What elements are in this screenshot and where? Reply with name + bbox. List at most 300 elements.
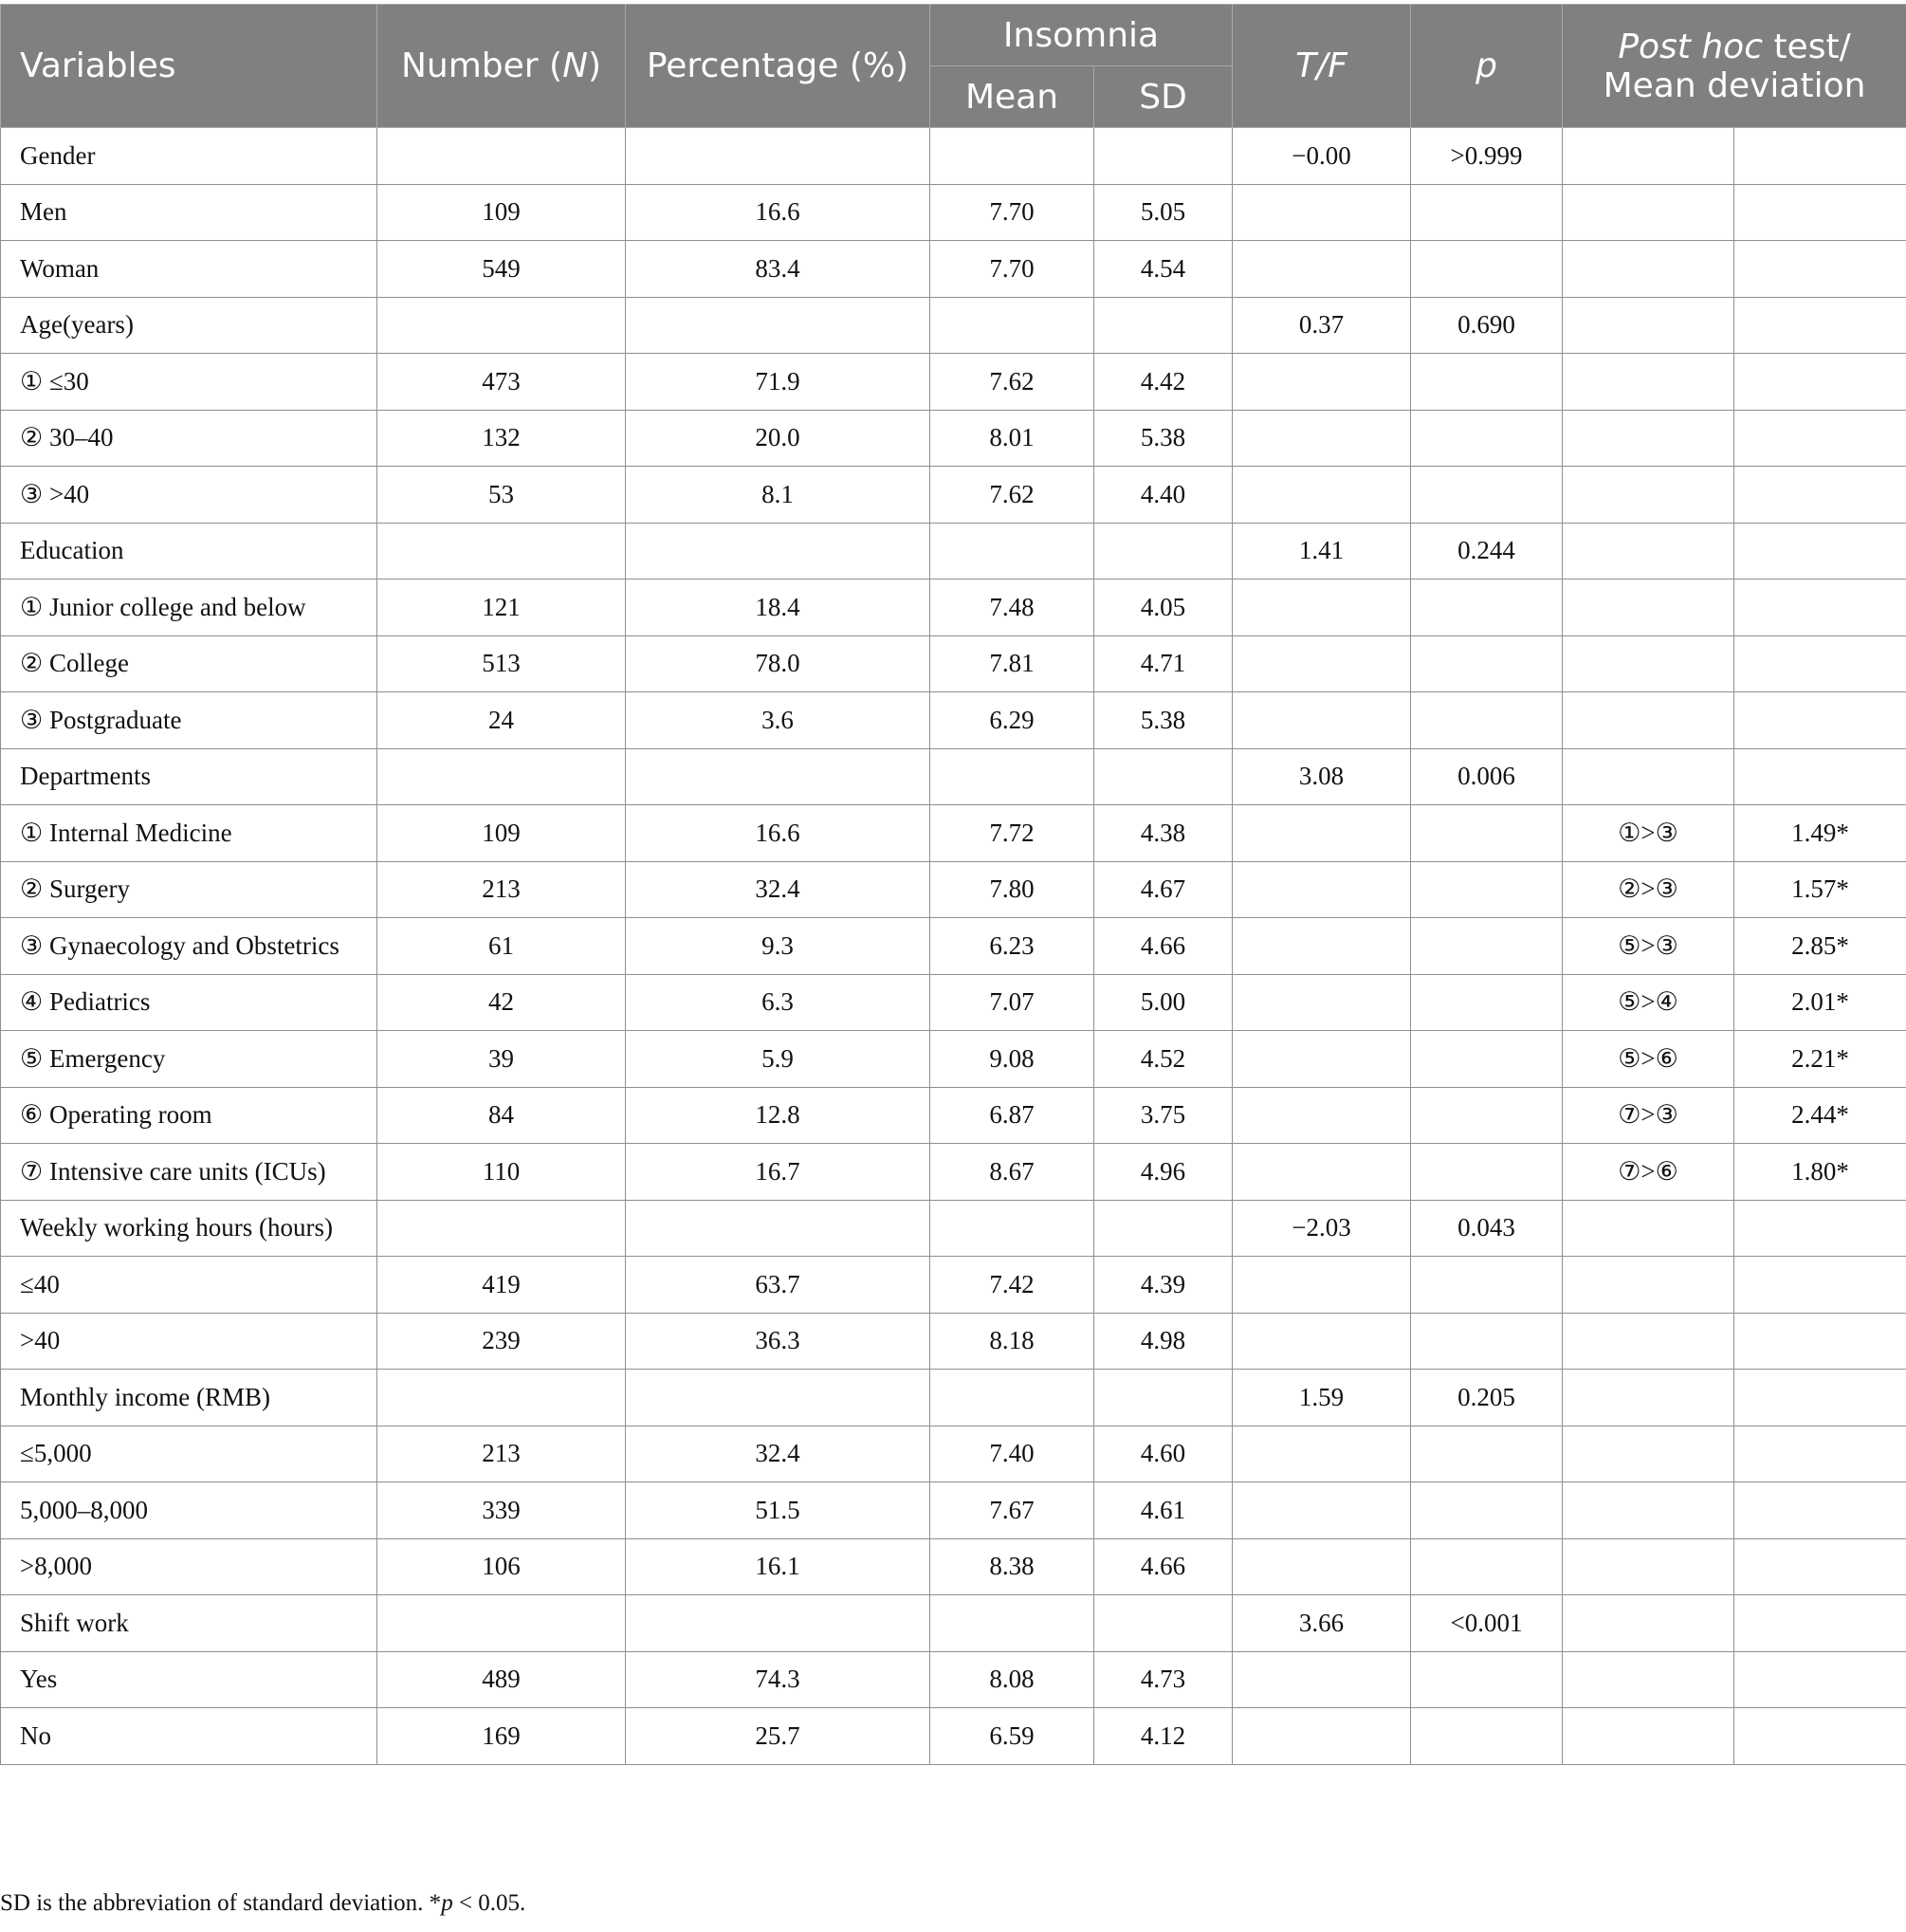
mean-deviation-cell — [1734, 1708, 1906, 1765]
tf-cell: 0.37 — [1233, 297, 1411, 354]
mean-deviation-cell — [1734, 354, 1906, 411]
table-row — [1, 523, 1906, 580]
p-cell: 0.205 — [1411, 1370, 1563, 1426]
posthoc-cell — [1563, 635, 1734, 692]
number-cell: 473 — [377, 354, 626, 411]
number-cell: 109 — [377, 805, 626, 862]
number-cell — [377, 1595, 626, 1652]
variable-cell: >8,000 — [1, 1538, 377, 1595]
variable-cell: 5,000–8,000 — [1, 1482, 377, 1539]
posthoc-cell — [1563, 1257, 1734, 1314]
mean-deviation-cell — [1734, 410, 1906, 467]
number-cell — [377, 1200, 626, 1257]
mean-deviation-cell — [1734, 1595, 1906, 1652]
mean-deviation-cell: 2.44* — [1734, 1087, 1906, 1144]
mean-cell: 6.29 — [930, 692, 1094, 749]
posthoc-cell — [1563, 692, 1734, 749]
p-cell — [1411, 1313, 1563, 1370]
mean-deviation-cell — [1734, 748, 1906, 805]
tf-cell — [1233, 805, 1411, 862]
percentage-cell — [626, 297, 930, 354]
table-row — [1, 861, 1906, 918]
percentage-cell: 83.4 — [626, 241, 930, 298]
posthoc-cell — [1563, 467, 1734, 524]
mean-cell — [930, 1370, 1094, 1426]
mean-cell: 8.38 — [930, 1538, 1094, 1595]
table-row — [1, 974, 1906, 1031]
footnote: SD is the abbreviation of standard deviation. *p < 0.05. — [0, 1890, 526, 1916]
p-cell — [1411, 410, 1563, 467]
posthoc-cell: ①>③ — [1563, 805, 1734, 862]
p-cell — [1411, 241, 1563, 298]
mean-cell: 7.67 — [930, 1482, 1094, 1539]
posthoc-cell — [1563, 1313, 1734, 1370]
mean-cell — [930, 1200, 1094, 1257]
mean-deviation-cell: 2.01* — [1734, 974, 1906, 1031]
sd-cell: 5.00 — [1094, 974, 1233, 1031]
mean-deviation-cell: 1.57* — [1734, 861, 1906, 918]
header-percentage: Percentage (%) — [626, 5, 930, 128]
posthoc-cell — [1563, 1651, 1734, 1708]
mean-cell: 8.18 — [930, 1313, 1094, 1370]
table-row — [1, 692, 1906, 749]
mean-cell: 7.72 — [930, 805, 1094, 862]
mean-deviation-cell — [1734, 692, 1906, 749]
sd-cell: 4.96 — [1094, 1144, 1233, 1201]
table-row — [1, 1426, 1906, 1482]
sd-cell: 5.05 — [1094, 184, 1233, 241]
percentage-cell: 78.0 — [626, 635, 930, 692]
posthoc-cell — [1563, 748, 1734, 805]
variable-cell: Age(years) — [1, 297, 377, 354]
p-cell — [1411, 467, 1563, 524]
number-cell: 53 — [377, 467, 626, 524]
table-row — [1, 1595, 1906, 1652]
mean-cell: 6.23 — [930, 918, 1094, 975]
mean-deviation-cell — [1734, 1651, 1906, 1708]
number-cell: 132 — [377, 410, 626, 467]
percentage-cell: 18.4 — [626, 580, 930, 636]
p-cell — [1411, 1482, 1563, 1539]
number-cell: 39 — [377, 1031, 626, 1088]
sd-cell — [1094, 128, 1233, 185]
mean-cell: 7.40 — [930, 1426, 1094, 1482]
variable-cell: Weekly working hours (hours) — [1, 1200, 377, 1257]
header-insomnia: Insomnia — [930, 5, 1233, 66]
number-cell: 61 — [377, 918, 626, 975]
number-cell — [377, 523, 626, 580]
table-row — [1, 1708, 1906, 1765]
mean-deviation-cell — [1734, 184, 1906, 241]
variable-cell: Woman — [1, 241, 377, 298]
sd-cell: 4.66 — [1094, 1538, 1233, 1595]
percentage-cell: 32.4 — [626, 861, 930, 918]
table-row — [1, 1200, 1906, 1257]
header-tf: T/F — [1233, 5, 1411, 128]
mean-deviation-cell: 1.80* — [1734, 1144, 1906, 1201]
variable-cell: ① Junior college and below — [1, 580, 377, 636]
percentage-cell: 16.1 — [626, 1538, 930, 1595]
posthoc-cell — [1563, 184, 1734, 241]
posthoc-cell: ⑤>③ — [1563, 918, 1734, 975]
number-cell: 106 — [377, 1538, 626, 1595]
mean-deviation-cell — [1734, 241, 1906, 298]
variable-cell: No — [1, 1708, 377, 1765]
variable-cell: ③ Postgraduate — [1, 692, 377, 749]
posthoc-cell — [1563, 410, 1734, 467]
tf-cell — [1233, 1538, 1411, 1595]
p-cell: >0.999 — [1411, 128, 1563, 185]
number-cell: 84 — [377, 1087, 626, 1144]
sd-cell: 4.54 — [1094, 241, 1233, 298]
table-row — [1, 1031, 1906, 1088]
percentage-cell: 71.9 — [626, 354, 930, 411]
tf-cell — [1233, 241, 1411, 298]
mean-cell: 6.87 — [930, 1087, 1094, 1144]
mean-cell — [930, 1595, 1094, 1652]
mean-deviation-cell — [1734, 1313, 1906, 1370]
table-row — [1, 1482, 1906, 1539]
posthoc-cell — [1563, 128, 1734, 185]
posthoc-cell: ⑤>⑥ — [1563, 1031, 1734, 1088]
percentage-cell — [626, 128, 930, 185]
tf-cell — [1233, 1313, 1411, 1370]
mean-deviation-cell — [1734, 635, 1906, 692]
table-row — [1, 918, 1906, 975]
tf-cell — [1233, 1087, 1411, 1144]
mean-cell: 6.59 — [930, 1708, 1094, 1765]
tf-cell — [1233, 1482, 1411, 1539]
tf-cell — [1233, 861, 1411, 918]
sd-cell: 4.60 — [1094, 1426, 1233, 1482]
number-cell: 213 — [377, 861, 626, 918]
p-cell — [1411, 1257, 1563, 1314]
table-row — [1, 241, 1906, 298]
tf-cell — [1233, 1708, 1411, 1765]
tf-cell: 3.08 — [1233, 748, 1411, 805]
variable-cell: Yes — [1, 1651, 377, 1708]
sd-cell: 4.71 — [1094, 635, 1233, 692]
mean-cell: 7.07 — [930, 974, 1094, 1031]
mean-cell: 7.48 — [930, 580, 1094, 636]
tf-cell — [1233, 184, 1411, 241]
sd-cell — [1094, 523, 1233, 580]
number-cell: 489 — [377, 1651, 626, 1708]
mean-cell: 7.70 — [930, 241, 1094, 298]
posthoc-cell: ⑦>⑥ — [1563, 1144, 1734, 1201]
tf-cell — [1233, 467, 1411, 524]
variable-cell: ≤40 — [1, 1257, 377, 1314]
p-cell: 0.006 — [1411, 748, 1563, 805]
percentage-cell: 25.7 — [626, 1708, 930, 1765]
mean-cell: 7.62 — [930, 467, 1094, 524]
table-body — [1, 128, 1906, 1765]
p-cell: <0.001 — [1411, 1595, 1563, 1652]
mean-cell: 7.42 — [930, 1257, 1094, 1314]
p-cell — [1411, 918, 1563, 975]
table-row — [1, 635, 1906, 692]
percentage-cell: 12.8 — [626, 1087, 930, 1144]
sd-cell: 4.98 — [1094, 1313, 1233, 1370]
mean-cell: 8.01 — [930, 410, 1094, 467]
number-cell: 213 — [377, 1426, 626, 1482]
p-cell — [1411, 1426, 1563, 1482]
table-row — [1, 1313, 1906, 1370]
p-cell: 0.690 — [1411, 297, 1563, 354]
mean-cell: 7.70 — [930, 184, 1094, 241]
tf-cell — [1233, 1651, 1411, 1708]
table-row — [1, 580, 1906, 636]
mean-cell: 7.62 — [930, 354, 1094, 411]
header-sd: SD — [1094, 66, 1233, 128]
posthoc-cell — [1563, 1370, 1734, 1426]
variable-cell: Monthly income (RMB) — [1, 1370, 377, 1426]
variable-cell: ② 30–40 — [1, 410, 377, 467]
sd-cell: 4.73 — [1094, 1651, 1233, 1708]
variable-cell: Men — [1, 184, 377, 241]
sd-cell — [1094, 1595, 1233, 1652]
variable-cell: ⑥ Operating room — [1, 1087, 377, 1144]
posthoc-cell — [1563, 1595, 1734, 1652]
number-cell: 239 — [377, 1313, 626, 1370]
variable-cell: Shift work — [1, 1595, 377, 1652]
posthoc-cell — [1563, 580, 1734, 636]
number-cell: 513 — [377, 635, 626, 692]
variable-cell: ② Surgery — [1, 861, 377, 918]
percentage-cell: 5.9 — [626, 1031, 930, 1088]
variable-cell: ≤5,000 — [1, 1426, 377, 1482]
percentage-cell: 16.6 — [626, 805, 930, 862]
posthoc-cell — [1563, 241, 1734, 298]
mean-cell: 8.67 — [930, 1144, 1094, 1201]
sd-cell: 4.66 — [1094, 918, 1233, 975]
number-cell: 549 — [377, 241, 626, 298]
percentage-cell: 36.3 — [626, 1313, 930, 1370]
tf-cell — [1233, 1257, 1411, 1314]
tf-cell: −0.00 — [1233, 128, 1411, 185]
mean-deviation-cell — [1734, 1538, 1906, 1595]
sd-cell: 4.52 — [1094, 1031, 1233, 1088]
sd-cell: 5.38 — [1094, 692, 1233, 749]
sd-cell: 4.61 — [1094, 1482, 1233, 1539]
posthoc-cell: ⑦>③ — [1563, 1087, 1734, 1144]
variable-cell: ② College — [1, 635, 377, 692]
number-cell — [377, 297, 626, 354]
sd-cell: 5.38 — [1094, 410, 1233, 467]
mean-deviation-cell — [1734, 1200, 1906, 1257]
tf-cell — [1233, 692, 1411, 749]
mean-cell: 9.08 — [930, 1031, 1094, 1088]
header-posthoc: Post hoc test/ Mean deviation — [1563, 5, 1906, 128]
posthoc-cell: ②>③ — [1563, 861, 1734, 918]
variable-cell: Gender — [1, 128, 377, 185]
table-row — [1, 354, 1906, 411]
percentage-cell — [626, 523, 930, 580]
number-cell — [377, 128, 626, 185]
variable-cell: ③ >40 — [1, 467, 377, 524]
sd-cell — [1094, 748, 1233, 805]
p-cell — [1411, 974, 1563, 1031]
sd-cell: 4.67 — [1094, 861, 1233, 918]
tf-cell — [1233, 635, 1411, 692]
tf-cell — [1233, 410, 1411, 467]
p-cell — [1411, 580, 1563, 636]
variable-cell: ⑤ Emergency — [1, 1031, 377, 1088]
mean-deviation-cell — [1734, 580, 1906, 636]
mean-cell — [930, 128, 1094, 185]
p-cell — [1411, 184, 1563, 241]
percentage-cell: 63.7 — [626, 1257, 930, 1314]
p-cell — [1411, 1708, 1563, 1765]
mean-deviation-cell — [1734, 467, 1906, 524]
tf-cell: 3.66 — [1233, 1595, 1411, 1652]
mean-deviation-cell — [1734, 1426, 1906, 1482]
table-row — [1, 1370, 1906, 1426]
mean-deviation-cell: 1.49* — [1734, 805, 1906, 862]
table-row — [1, 1538, 1906, 1595]
p-cell: 0.244 — [1411, 523, 1563, 580]
p-cell — [1411, 1144, 1563, 1201]
percentage-cell: 9.3 — [626, 918, 930, 975]
p-cell — [1411, 1087, 1563, 1144]
tf-cell — [1233, 580, 1411, 636]
percentage-cell — [626, 748, 930, 805]
number-cell: 121 — [377, 580, 626, 636]
mean-cell — [930, 297, 1094, 354]
table-row — [1, 297, 1906, 354]
posthoc-cell — [1563, 1708, 1734, 1765]
tf-cell: 1.59 — [1233, 1370, 1411, 1426]
tf-cell — [1233, 1426, 1411, 1482]
percentage-cell: 3.6 — [626, 692, 930, 749]
number-cell: 169 — [377, 1708, 626, 1765]
sd-cell: 4.39 — [1094, 1257, 1233, 1314]
mean-deviation-cell — [1734, 1370, 1906, 1426]
table-row — [1, 1087, 1906, 1144]
variable-cell: Education — [1, 523, 377, 580]
posthoc-cell — [1563, 1200, 1734, 1257]
mean-cell: 8.08 — [930, 1651, 1094, 1708]
percentage-cell: 6.3 — [626, 974, 930, 1031]
variable-cell: ① Internal Medicine — [1, 805, 377, 862]
sd-cell: 4.42 — [1094, 354, 1233, 411]
table-row — [1, 1144, 1906, 1201]
tf-cell — [1233, 974, 1411, 1031]
p-cell — [1411, 805, 1563, 862]
header-mean: Mean — [930, 66, 1094, 128]
variable-cell: ③ Gynaecology and Obstetrics — [1, 918, 377, 975]
posthoc-cell: ⑤>④ — [1563, 974, 1734, 1031]
p-cell — [1411, 354, 1563, 411]
tf-cell — [1233, 354, 1411, 411]
posthoc-cell — [1563, 523, 1734, 580]
percentage-cell — [626, 1370, 930, 1426]
header-number: Number (N) — [377, 5, 626, 128]
table-row — [1, 1651, 1906, 1708]
mean-cell — [930, 748, 1094, 805]
tf-cell: 1.41 — [1233, 523, 1411, 580]
variable-cell: ⑦ Intensive care units (ICUs) — [1, 1144, 377, 1201]
number-cell — [377, 748, 626, 805]
posthoc-cell — [1563, 1482, 1734, 1539]
percentage-cell: 16.6 — [626, 184, 930, 241]
mean-deviation-cell — [1734, 1482, 1906, 1539]
table-row — [1, 1257, 1906, 1314]
posthoc-cell — [1563, 1426, 1734, 1482]
mean-deviation-cell — [1734, 523, 1906, 580]
mean-deviation-cell — [1734, 297, 1906, 354]
header-p: p — [1411, 5, 1563, 128]
number-cell: 24 — [377, 692, 626, 749]
p-cell — [1411, 635, 1563, 692]
number-cell: 419 — [377, 1257, 626, 1314]
number-cell — [377, 1370, 626, 1426]
table-row — [1, 128, 1906, 185]
p-cell — [1411, 1651, 1563, 1708]
table-row — [1, 410, 1906, 467]
percentage-cell: 8.1 — [626, 467, 930, 524]
header-variables: Variables — [1, 5, 377, 128]
variable-cell: ① ≤30 — [1, 354, 377, 411]
sd-cell: 4.40 — [1094, 467, 1233, 524]
tf-cell — [1233, 1144, 1411, 1201]
percentage-cell: 20.0 — [626, 410, 930, 467]
percentage-cell: 51.5 — [626, 1482, 930, 1539]
percentage-cell — [626, 1595, 930, 1652]
mean-deviation-cell: 2.85* — [1734, 918, 1906, 975]
sd-cell: 4.38 — [1094, 805, 1233, 862]
table-row — [1, 184, 1906, 241]
tf-cell — [1233, 1031, 1411, 1088]
sd-cell — [1094, 1370, 1233, 1426]
variable-cell: >40 — [1, 1313, 377, 1370]
percentage-cell: 16.7 — [626, 1144, 930, 1201]
mean-deviation-cell: 2.21* — [1734, 1031, 1906, 1088]
variable-cell: ④ Pediatrics — [1, 974, 377, 1031]
mean-deviation-cell — [1734, 128, 1906, 185]
number-cell: 339 — [377, 1482, 626, 1539]
percentage-cell: 74.3 — [626, 1651, 930, 1708]
insomnia-statistics-table — [0, 4, 1906, 1765]
table-row — [1, 467, 1906, 524]
mean-cell — [930, 523, 1094, 580]
number-cell: 42 — [377, 974, 626, 1031]
sd-cell: 4.05 — [1094, 580, 1233, 636]
mean-deviation-cell — [1734, 1257, 1906, 1314]
posthoc-cell — [1563, 297, 1734, 354]
p-cell — [1411, 1031, 1563, 1088]
sd-cell — [1094, 297, 1233, 354]
table-row — [1, 748, 1906, 805]
sd-cell — [1094, 1200, 1233, 1257]
posthoc-cell — [1563, 354, 1734, 411]
p-cell — [1411, 1538, 1563, 1595]
sd-cell: 3.75 — [1094, 1087, 1233, 1144]
percentage-cell: 32.4 — [626, 1426, 930, 1482]
table-row — [1, 805, 1906, 862]
number-cell: 109 — [377, 184, 626, 241]
tf-cell: −2.03 — [1233, 1200, 1411, 1257]
p-cell — [1411, 692, 1563, 749]
p-cell — [1411, 861, 1563, 918]
number-cell: 110 — [377, 1144, 626, 1201]
variable-cell: Departments — [1, 748, 377, 805]
tf-cell — [1233, 918, 1411, 975]
percentage-cell — [626, 1200, 930, 1257]
sd-cell: 4.12 — [1094, 1708, 1233, 1765]
p-cell: 0.043 — [1411, 1200, 1563, 1257]
mean-cell: 7.81 — [930, 635, 1094, 692]
